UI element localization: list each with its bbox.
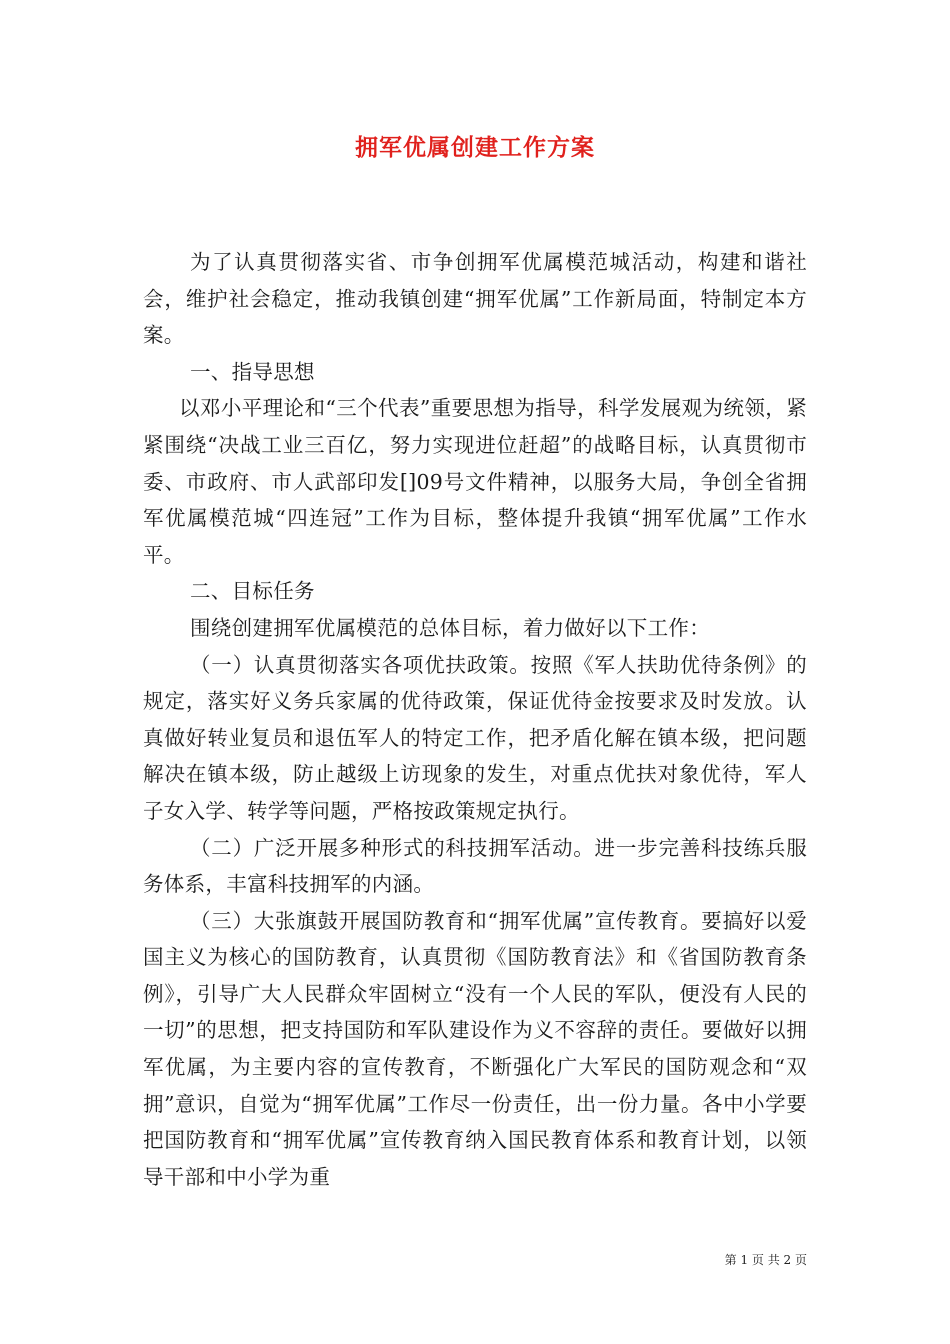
- section-heading-goals-tasks: 二、目标任务: [190, 579, 315, 604]
- guiding-ideology-paragraph: 以邓小平理论和“三个代表”重要思想为指导，科学发展观为统领，紧紧围绕“决战工业三百亿，努力实现进位赶超”的战略目标，认真贯彻市委、市政府、市人武部印发[]09号文件精神，以服务大局，争创全省拥军优属模范城“四连冠”工作为目标，整体提升我镇“拥军优属”工作水平。: [143, 396, 807, 567]
- document-title: 拥军优属创建工作方案: [355, 134, 595, 161]
- goals-intro-paragraph: 围绕创建拥军优属模范的总体目标，着力做好以下工作：: [190, 615, 710, 640]
- task-three-paragraph: （三）大张旗鼓开展国防教育和“拥军优属”宣传教育。要搞好以爱国主义为核心的国防教育，认真贯彻《国防教育法》和《省国防教育条例》，引导广大人民群众牢固树立“没有一个人民的军队，便没有人民的一切”的思想，把支持国防和军队建设作为义不容辞的责任。要做好以拥军优属，为主要内容的宣传教育，不断强化广大军民的国防观念和“双拥”意识，自觉为“拥军优属”工作尽一份责任，出一份力量。各中小学要把国防教育和“拥军优属”宣传教育纳入国民教育体系和教育计划，以领导干部和中小学为重: [143, 908, 807, 1189]
- section-heading-guiding-ideology: 一、指导思想: [190, 359, 315, 384]
- document-body: [143, 244, 807, 1195]
- page-footer: 第 1 页 共 2 页: [724, 1253, 807, 1267]
- task-one-paragraph: （一）认真贯彻落实各项优扶政策。按照《军人扶助优待条例》的规定，落实好义务兵家属的优待政策，保证优待金按要求及时发放。认真做好转业复员和退伍军人的特定工作，把矛盾化解在镇本级，把问题解决在镇本级，防止越级上访现象的发生，对重点优扶对象优待，军人子女入学、转学等问题，严格按政策规定执行。: [143, 652, 807, 823]
- intro-paragraph: 为了认真贯彻落实省、市争创拥军优属模范城活动，构建和谐社会，维护社会稳定，推动我镇创建“拥军优属”工作新局面，特制定本方案。: [143, 250, 807, 348]
- task-two-paragraph: （二）广泛开展多种形式的科技拥军活动。进一步完善科技练兵服务体系，丰富科技拥军的内涵。: [143, 835, 807, 897]
